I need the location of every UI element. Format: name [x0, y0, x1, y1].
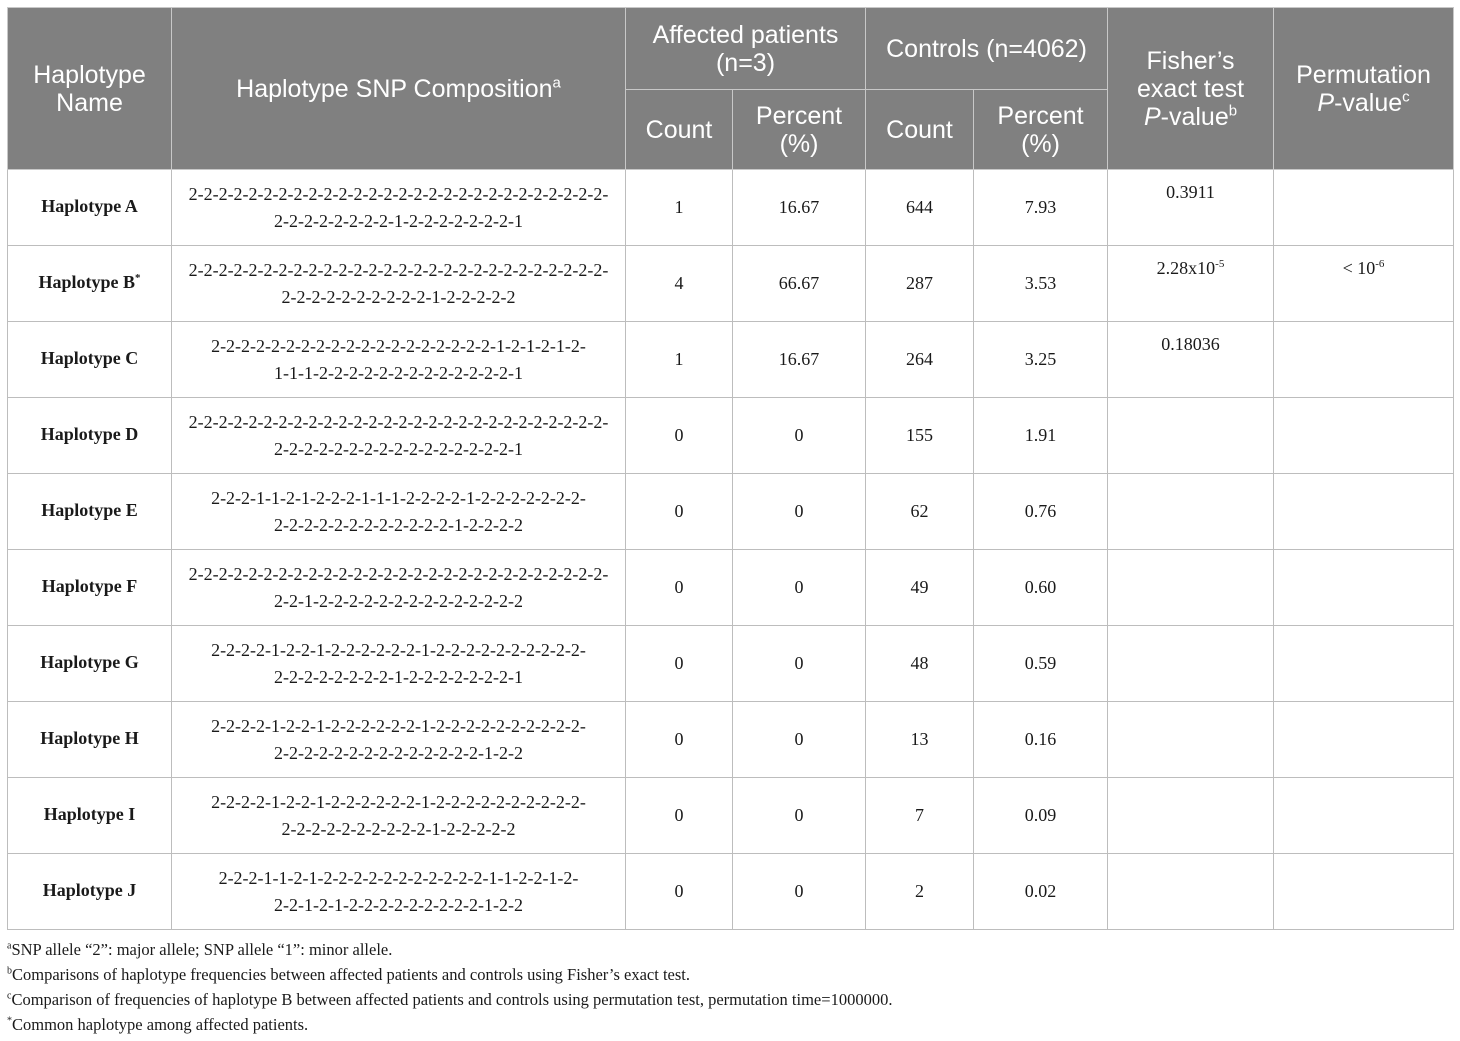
snp-composition: 2-2-2-2-2-2-2-2-2-2-2-2-2-2-2-2-2-2-2-2-2-2-2-2-2-2-2-2- 2-2-2-2-2-2-2-2-2-2-1-2-2-2-2-2 [172, 246, 626, 322]
permutation-p-value [1274, 626, 1454, 702]
affected-count: 0 [626, 550, 733, 626]
controls-percent: 0.59 [974, 626, 1108, 702]
fisher-p-value: 0.18036 [1108, 322, 1274, 398]
footnotes [7, 937, 892, 1037]
haplotype-name: Haplotype J [8, 854, 172, 930]
permutation-p-value: < $10^{-6}$ [1274, 246, 1454, 322]
permutation-p-value [1274, 474, 1454, 550]
snp-composition: 2-2-2-1-1-2-1-2-2-2-2-2-2-2-2-2-2-2-1-1-2-2-1-2- 2-2-1-2-1-2-2-2-2-2-2-2-2-2-1-2-2 [172, 854, 626, 930]
fisher-p-value [1108, 854, 1274, 930]
affected-count: 4 [626, 246, 733, 322]
fisher-p-value [1108, 474, 1274, 550]
header-controls: Controls (n=4062) [866, 8, 1108, 90]
snp-composition: 2-2-2-2-1-2-2-1-2-2-2-2-2-2-1-2-2-2-2-2-2-2-2-2-2- 2-2-2-2-2-2-2-2-2-2-2-2-2-2-1-2-2 [172, 702, 626, 778]
snp-composition: 2-2-2-2-1-2-2-1-2-2-2-2-2-2-1-2-2-2-2-2-2-2-2-2-2- 2-2-2-2-2-2-2-2-2-2-1-2-2-2-2-2 [172, 778, 626, 854]
table-row [8, 854, 1454, 930]
affected-percent: 0 [733, 626, 866, 702]
snp-composition: 2-2-2-2-2-2-2-2-2-2-2-2-2-2-2-2-2-2-2-1-2-1-2-1-2- 1-1-1-2-2-2-2-2-2-2-2-2-2-2-2-2-1 [172, 322, 626, 398]
controls-percent: 1.91 [974, 398, 1108, 474]
table-row [8, 322, 1454, 398]
controls-count: 7 [866, 778, 974, 854]
controls-percent: 0.60 [974, 550, 1108, 626]
affected-count: 0 [626, 398, 733, 474]
fisher-p-value [1108, 550, 1274, 626]
controls-percent: 7.93 [974, 170, 1108, 246]
permutation-p-value [1274, 398, 1454, 474]
affected-percent: 0 [733, 702, 866, 778]
table-row [8, 778, 1454, 854]
haplotype-name: Haplotype B* [8, 246, 172, 322]
table-row [8, 474, 1454, 550]
footnote: $^a$SNP allele “2”: major allele; SNP allele “1”: minor allele. [7, 940, 393, 959]
fisher-p-value: $2.28x10^{-5}$ [1108, 246, 1274, 322]
controls-percent: 0.16 [974, 702, 1108, 778]
snp-composition: 2-2-2-2-1-2-2-1-2-2-2-2-2-2-1-2-2-2-2-2-2-2-2-2-2- 2-2-2-2-2-2-2-2-1-2-2-2-2-2-2-2-1 [172, 626, 626, 702]
affected-count: 0 [626, 854, 733, 930]
controls-count: 155 [866, 398, 974, 474]
table-row [8, 170, 1454, 246]
haplotype-name: Haplotype F [8, 550, 172, 626]
fisher-p-value [1108, 778, 1274, 854]
header-snp-composition: Haplotype SNP Composition$^a$ [172, 8, 626, 170]
fisher-p-value [1108, 626, 1274, 702]
permutation-p-value [1274, 702, 1454, 778]
table-row [8, 246, 1454, 322]
footnote: *Common haplotype among affected patients. [7, 1015, 309, 1034]
snp-composition: 2-2-2-2-2-2-2-2-2-2-2-2-2-2-2-2-2-2-2-2-2-2-2-2-2-2-2-2- 2-2-2-2-2-2-2-2-1-2-2-2-2-2-2-2-1 [172, 170, 626, 246]
header-permutation-p-value: Permutation P-value$^c$ [1274, 8, 1454, 170]
controls-percent: 0.09 [974, 778, 1108, 854]
snp-composition: 2-2-2-2-2-2-2-2-2-2-2-2-2-2-2-2-2-2-2-2-2-2-2-2-2-2-2-2- 2-2-2-2-2-2-2-2-2-2-2-2-2-2-2-2-1 [172, 398, 626, 474]
footnote: $^b$Comparisons of haplotype frequencies between affected patients and controls using Fisher’s exact test. [7, 965, 690, 984]
fisher-p-value [1108, 398, 1274, 474]
haplotype-name: Haplotype H [8, 702, 172, 778]
affected-count: 0 [626, 702, 733, 778]
permutation-p-value [1274, 778, 1454, 854]
snp-composition: 2-2-2-2-2-2-2-2-2-2-2-2-2-2-2-2-2-2-2-2-2-2-2-2-2-2-2-2- 2-2-1-2-2-2-2-2-2-2-2-2-2-2-2-2-2 [172, 550, 626, 626]
affected-count: 0 [626, 474, 733, 550]
controls-count: 264 [866, 322, 974, 398]
affected-percent: 16.67 [733, 322, 866, 398]
permutation-p-value [1274, 170, 1454, 246]
controls-percent: 0.02 [974, 854, 1108, 930]
table-row [8, 550, 1454, 626]
footnote: $^c$Comparison of frequencies of haplotype B between affected patients and controls using permutation test, permutation time=1000000. [7, 990, 893, 1009]
affected-percent: 16.67 [733, 170, 866, 246]
header-affected-patients: Affected patients (n=3) [626, 8, 866, 90]
affected-count: 0 [626, 778, 733, 854]
header-controls-count: Count [866, 90, 974, 170]
controls-count: 49 [866, 550, 974, 626]
permutation-p-value [1274, 854, 1454, 930]
table-row [8, 398, 1454, 474]
controls-count: 62 [866, 474, 974, 550]
affected-percent: 66.67 [733, 246, 866, 322]
haplotype-table [7, 7, 1454, 930]
haplotype-name: Haplotype D [8, 398, 172, 474]
affected-count: 1 [626, 170, 733, 246]
header-affected-percent: Percent (%) [733, 90, 866, 170]
haplotype-name: Haplotype C [8, 322, 172, 398]
permutation-p-value [1274, 550, 1454, 626]
affected-percent: 0 [733, 550, 866, 626]
header-haplotype-name: Haplotype Name [8, 8, 172, 170]
affected-percent: 0 [733, 398, 866, 474]
fisher-p-value [1108, 702, 1274, 778]
haplotype-name: Haplotype I [8, 778, 172, 854]
controls-count: 13 [866, 702, 974, 778]
fisher-p-value: 0.3911 [1108, 170, 1274, 246]
affected-percent: 0 [733, 778, 866, 854]
controls-count: 2 [866, 854, 974, 930]
affected-count: 0 [626, 626, 733, 702]
table-row [8, 702, 1454, 778]
haplotype-name: Haplotype G [8, 626, 172, 702]
haplotype-name: Haplotype A [8, 170, 172, 246]
table-row [8, 626, 1454, 702]
header-affected-count: Count [626, 90, 733, 170]
controls-percent: 3.25 [974, 322, 1108, 398]
controls-count: 644 [866, 170, 974, 246]
snp-composition: 2-2-2-1-1-2-1-2-2-2-1-1-1-2-2-2-2-1-2-2-2-2-2-2-2- 2-2-2-2-2-2-2-2-2-2-2-2-1-2-2-2-2 [172, 474, 626, 550]
controls-count: 287 [866, 246, 974, 322]
haplotype-name: Haplotype E [8, 474, 172, 550]
controls-percent: 0.76 [974, 474, 1108, 550]
permutation-p-value [1274, 322, 1454, 398]
header-controls-percent: Percent (%) [974, 90, 1108, 170]
affected-percent: 0 [733, 854, 866, 930]
affected-percent: 0 [733, 474, 866, 550]
controls-count: 48 [866, 626, 974, 702]
affected-count: 1 [626, 322, 733, 398]
controls-percent: 3.53 [974, 246, 1108, 322]
header-fisher-p-value: Fisher’s exact test P-value$^b$ [1108, 8, 1274, 170]
